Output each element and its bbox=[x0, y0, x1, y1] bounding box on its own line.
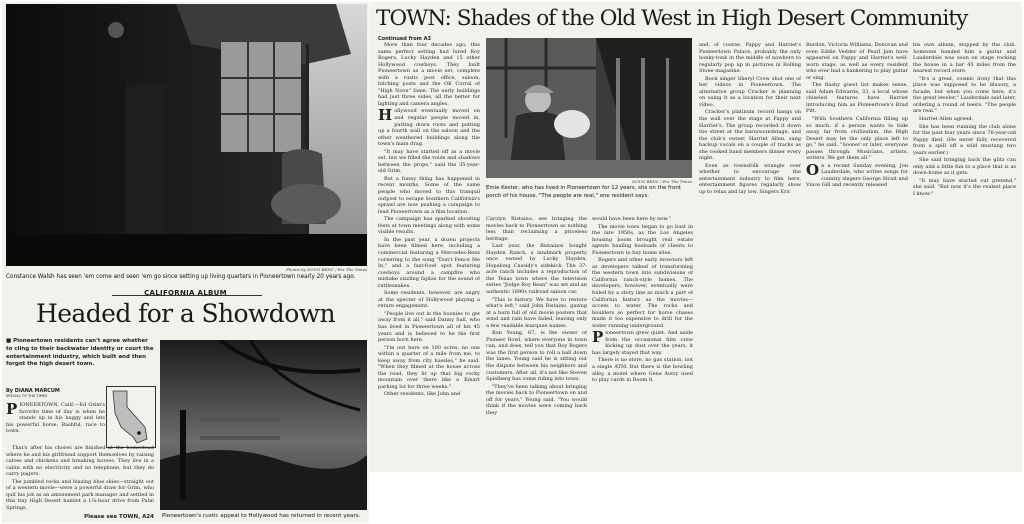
story-paragraph: "I'm out here on 100 acres, no one within a quarter of a mile from me, to keep away from city hassles," he said. "When they filmed at the house across the road, they lit up that big rocky mountain over there like a Kmart parking lot for three weeks." bbox=[378, 344, 480, 390]
story-paragraph: More than four decades ago, this same perfect setting had lured Roy Rogers, Lucky Hayden and 15 other Hollywood cowboys. They built Pioneertown as a movie set, complete with a rustic post office, saloon, hitching posts and the OK Corral of "High Noon" fame. The early buildings had just three sides, all the better for lighting and camera angles. bbox=[378, 42, 480, 107]
story-paragraph: Burdon, Victoria Williams, Donovan and even Eddie Vedder of Pearl Jam have appeared on Pappy and Harriet's well-worn stage, as well as every resident who ever had a hankering to play guitar or sing. bbox=[806, 42, 908, 81]
story-paragraph: Some residents, however, are angry at the specter of Hollywood playing a return engagement. bbox=[378, 290, 480, 310]
jump-headline: TOWN: Shades of the Old West in High Desert Community bbox=[376, 6, 968, 31]
col1-continued-from: Continued from A3 bbox=[378, 36, 431, 42]
story-column-7 bbox=[913, 42, 1016, 222]
front-story-column-lower bbox=[6, 445, 154, 515]
story-column-3 bbox=[486, 216, 587, 468]
story-paragraph: The movie town began to go bust in the late 1950s, as the Los Angeles housing boom brought real estate agents hauling busloads of clients to Pioneertown to buy home sites. bbox=[592, 223, 693, 256]
story-paragraph: The flashy guest list makes sense, said Adam Edwards, 33, a local whose chiseled features have Harriet introducing him as Pioneertown's Brad Pitt. bbox=[806, 82, 908, 115]
top-photo-caption: Constance Walsh has seen 'em come and seen 'em go since setting up living quarters in Pioneertown nearly 20 years ago. bbox=[6, 274, 356, 280]
dropcap: H bbox=[378, 106, 393, 125]
story-paragraph: would have been here by now." bbox=[592, 216, 671, 222]
story-column-2 bbox=[378, 42, 480, 470]
jump-page-clipping bbox=[370, 2, 1022, 472]
front-headline: Headed for a Showdown bbox=[36, 299, 335, 328]
story-paragraph: "With Southern California filling up so much, if a person wants to hide away, far from civilization, the High Desert may be the only place left to go," he said. "Sooner or later, everyone passes through. Musicians, artists, writers. We get them all." bbox=[806, 116, 908, 162]
story-paragraph: Ron Young, 67, is the owner of Pioneer Bowl, where everyone in town can, and does, tell you that Roy Rogers was the first person to roll a ball down the lanes. Young said he is sitting out the dispute between his neighbors and customers. After all, it's not like Steven Spielberg has come riding into town. bbox=[486, 330, 587, 383]
story-paragraph: and, of course, Pappy and Harriet's Pioneertown Palace, probably the only honky-tonk in the middle of nowhere to regularly pop up in pictures in Rolling Stone magazine. bbox=[699, 42, 801, 75]
story-paragraph: "It's a great, cosmic irony that this place was supposed to be illusory, a facade, but when you come here, it's the great leveler," Lauderdale said later, ordering a round of beers. "The people are real." bbox=[913, 75, 1016, 115]
story-paragraph: Carolyn Ristaino, see bringing the movies back to Pioneertown as nothing less than reclaiming a priceless heritage. bbox=[486, 216, 587, 242]
bottom-photo-caption: Pioneertown's rustic appeal to Hollywood has returned in recent years. bbox=[162, 513, 361, 519]
dropcap: P bbox=[592, 328, 604, 347]
story-deck: ■ Pioneertown residents can't agree whether to cling to their backwater identity or court the entertainment industry, which built and then forgot the high desert town. bbox=[6, 338, 154, 368]
story-paragraph: Cracker's platinum record hangs on the wall over the stage at Pappy and Harriet's. The group recorded it down the street at the barn/soundstage, and the club's owner, Harriet Allen, sang backup vocals on a couple of tracks as she cooked band members dinner every night. bbox=[699, 109, 801, 162]
story-paragraph: Rock singer Sheryl Crow shot one of her videos in Pioneertown. The alternative group Cracker is planning on using it as a location for their next video. bbox=[699, 75, 801, 108]
top-photo-constance-walsh bbox=[6, 4, 367, 266]
story-paragraph: In the past year, a dozen projects have been filmed here, including a commercial featuring a Mercedes-Benz cornering to the song "Don't Fence Me In," and a fast-food spot featuring cowboys around a campfire who mistake sizzling fajitas for the sound of rattlesnakes. bbox=[378, 236, 480, 289]
story-column-5 bbox=[699, 42, 801, 222]
bottom-photo-landscape bbox=[160, 340, 367, 510]
front-page-clipping bbox=[2, 2, 369, 523]
story-paragraph: Other residents, like John and bbox=[384, 391, 461, 398]
story-paragraph: "People live out in the boonies to get away from it all," said Danny Sall, who has lived in Pioneertown all of his 45 years and is believed to be the first person born here. bbox=[378, 310, 480, 344]
california-locator-map bbox=[106, 386, 156, 448]
byline-title: SPECIAL TO THE TIMES bbox=[6, 394, 48, 398]
story-paragraph: She said bringing back the glitz can only add a little fun to a place that is as down-home as it gets. bbox=[913, 157, 1016, 177]
story-paragraph: Even as townsfolk wrangle over whether to encourage the entertainment industry to film here, entertainment figures regularly show up to relax and lay low. Singers Eric bbox=[699, 162, 801, 196]
story-paragraph: his own album, stopped by the club. Someone handed him a guitar and Lauderdale was soon on stage rocking the house in a bar 45 miles from the nearest record store. bbox=[913, 42, 1016, 75]
story-paragraph: "It may have started out pretend," she said. "But now it's the realest place I know." bbox=[913, 177, 1016, 198]
story-paragraph: On a recent Sunday evening, Jon Lauderdale, who writes songs for country singers George Strait and Vince Gill and recently released bbox=[806, 160, 908, 189]
story-paragraph: "This is history. We have to restore what's left," said John Ristaino, gazing at a barn full of old movie posters that wind and rain have faded, leaving only a few readable marquee names. bbox=[486, 296, 587, 329]
byline: By DIANA MARCUM bbox=[6, 388, 60, 394]
jump-line[interactable]: Please see TOWN, A24 bbox=[84, 514, 154, 520]
story-column-4 bbox=[592, 216, 693, 468]
story-paragraph: The campaign has sparked shouting fests at town meetings along with some visible results. bbox=[378, 216, 480, 236]
dropcap: O bbox=[806, 160, 820, 179]
story-paragraph: That's after his chores are finished at the homestead where he and his girlfriend support themselves by raising calves and chickens and breaking horses. They live in a cabin with no electricity and no telephone, but they do carry pagers. bbox=[6, 445, 154, 478]
top-photo-credit: Photos by DOUG BENC / For The Times bbox=[286, 267, 367, 272]
porch-photo-caption: Emie Kester, who has lived in Pioneertown for 12 years, sits on the front porch of his house. "The people are real," one resident says. bbox=[486, 185, 681, 199]
section-kicker: CALIFORNIA ALBUM bbox=[144, 289, 227, 297]
story-paragraph: Last year, the Ristainos bought Hayden Ranch, a landmark property once owned by Lucky Hayden, Hopalong Cassidy's sidekick. The 37-acre ranch includes a reproduction of the Texas town where the television series "Judge Roy Bean" was set and an authentic 1890s railroad saloon car. bbox=[486, 243, 587, 296]
story-paragraph: But a funny thing has happened in recent months. Some of the same people who moved to this tranquil outpost to escape Southern California's sprawl are now pushing a campaign to lead Pioneertown as a film location. bbox=[378, 175, 480, 215]
story-paragraph: Pioneertown grew quiet. And aside from the occasional film crew kicking up dust over the years, it has largely stayed that way. bbox=[592, 328, 693, 356]
porch-photo-illustration bbox=[486, 38, 692, 178]
story-paragraph: "They've been talking about bringing the movies back to Pioneertown on and off for years," Young said. "You would think if the movies were coming back they bbox=[486, 383, 587, 416]
story-column-6 bbox=[806, 42, 908, 222]
story-paragraph: Hollywood eventually moved on and regular people moved in, putting down roots and putting up a fourth wall on the saloon and the other weathered buildings along the town's main drag. bbox=[378, 106, 480, 148]
story-paragraph: There is no store, no gas station, not a single ATM. But there is the bowling alley, a motel where Gene Autry used to play cards in Room 8, bbox=[592, 357, 693, 384]
story-paragraph: "It may have started off as a movie set, but we filled the voids and shadows between the props," said the 35-year-old Grim. bbox=[378, 148, 480, 175]
story-paragraph: The jumbled rocks and blazing blue skies—straight out of a western movie—were a powerful draw for Grim, who quit his job as an amusement park manager and settled in this tiny High Desert hamlet a 1¼-hour drive from Palm Springs. bbox=[6, 478, 154, 511]
story-paragraph: PIONEERTOWN, Calif.—Ed Grim's favorite time of day is when he stands up in his buggy and lets his powerful horse, Bashful, race to town. bbox=[6, 402, 105, 435]
story-paragraph: She has been running the club alone for the past four years since 76-year-old Pappy died. (He never fully recovered from a spill off a wild mustang two years earlier.) bbox=[913, 123, 1016, 156]
porch-photo-credit: DOUG BENC / For The Times bbox=[632, 179, 692, 184]
story-paragraph: Harriet Allen agreed. bbox=[919, 116, 974, 123]
cabin-photo-illustration bbox=[6, 4, 367, 266]
story-paragraph: Rogers and other early investors left as developers talked of transforming the western town into subdivisions of California ranch-style homes. The developers, however, eventually were foiled by a story line as much a part of California history as the movies—access to water. The rocks and boulders so perfect for horse chases made it too expensive to drill for the water running underground. bbox=[592, 257, 693, 329]
dropcap: P bbox=[6, 402, 18, 418]
california-map-shape bbox=[107, 387, 155, 447]
ruins-photo-illustration bbox=[160, 340, 367, 510]
porch-photo bbox=[486, 38, 692, 178]
